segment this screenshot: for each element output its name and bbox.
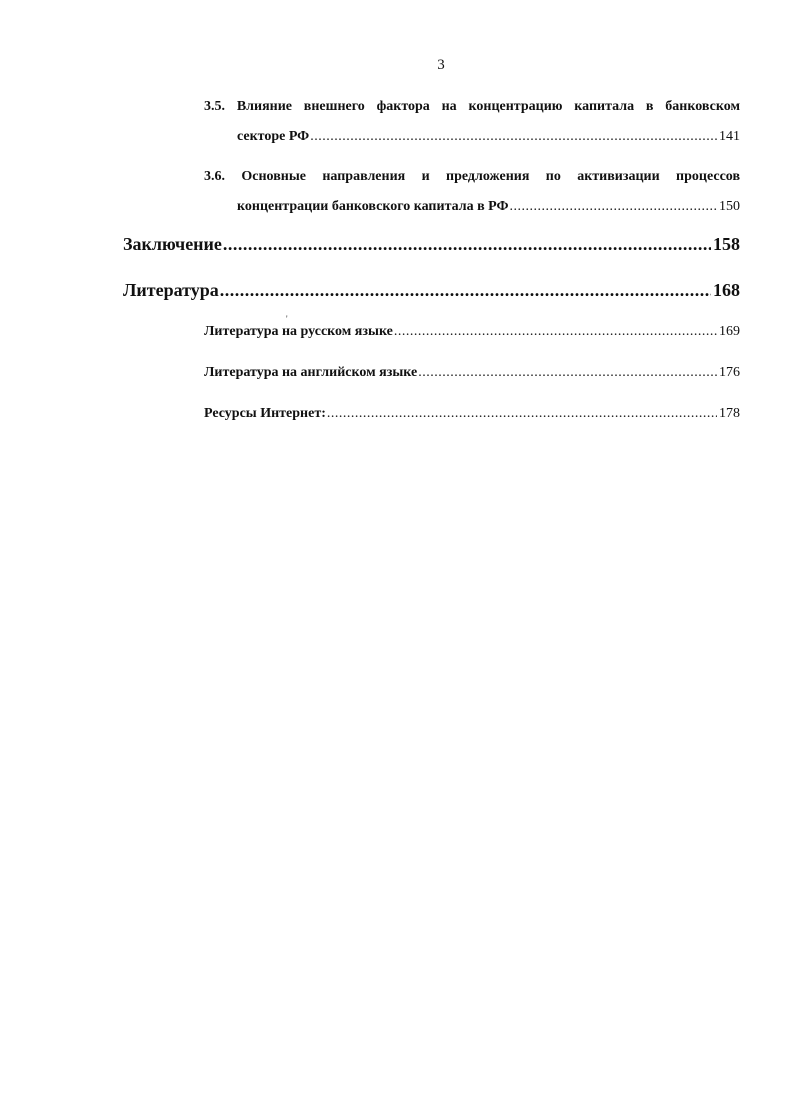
- toc-subentry-title: Ресурсы Интернет:: [204, 406, 326, 421]
- toc-page-number: 178: [719, 406, 740, 421]
- scan-mark: ': [286, 314, 288, 324]
- toc-page-number: 150: [719, 199, 740, 214]
- toc-page-number: 158: [713, 234, 740, 254]
- dot-leader: [220, 278, 711, 302]
- dot-leader: [310, 122, 717, 152]
- dot-leader: [327, 404, 717, 424]
- toc-entry-literature[interactable]: [123, 278, 740, 302]
- toc-page-number: 141: [719, 129, 740, 144]
- toc-subentry-english-literature[interactable]: [204, 363, 740, 383]
- toc-chapter-title: Литература: [123, 280, 219, 300]
- toc-subentry-title: Литература на английском языке: [204, 365, 418, 380]
- toc-entry-title-continued: концентрации банковского капитала в РФ: [237, 199, 509, 214]
- toc-subentry-internet-resources[interactable]: [204, 404, 740, 424]
- toc-entry-title: 3.6. Основные направления и предложения по активизации процессов: [204, 169, 740, 184]
- dot-leader: [394, 322, 717, 342]
- toc-page-number: 176: [719, 365, 740, 380]
- toc-chapter-title: Заключение: [123, 234, 222, 254]
- toc-entry-title-continued: секторе РФ: [237, 129, 310, 144]
- toc-entry-3-6[interactable]: [204, 162, 740, 222]
- toc-entry-3-5[interactable]: [204, 92, 740, 152]
- toc-entry-conclusion[interactable]: [123, 232, 740, 256]
- toc-page-number: 169: [719, 324, 740, 339]
- toc-entry-title: 3.5. Влияние внешнего фактора на концентрацию капитала в банковском: [204, 99, 740, 114]
- toc-page-number: 168: [713, 280, 740, 300]
- dot-leader: [510, 192, 718, 222]
- dot-leader: [223, 232, 711, 256]
- toc-subentry-russian-literature[interactable]: [204, 322, 740, 342]
- dot-leader: [418, 363, 717, 383]
- toc-subentry-title: Литература на русском языке: [204, 324, 393, 339]
- page-number: 3: [437, 57, 445, 73]
